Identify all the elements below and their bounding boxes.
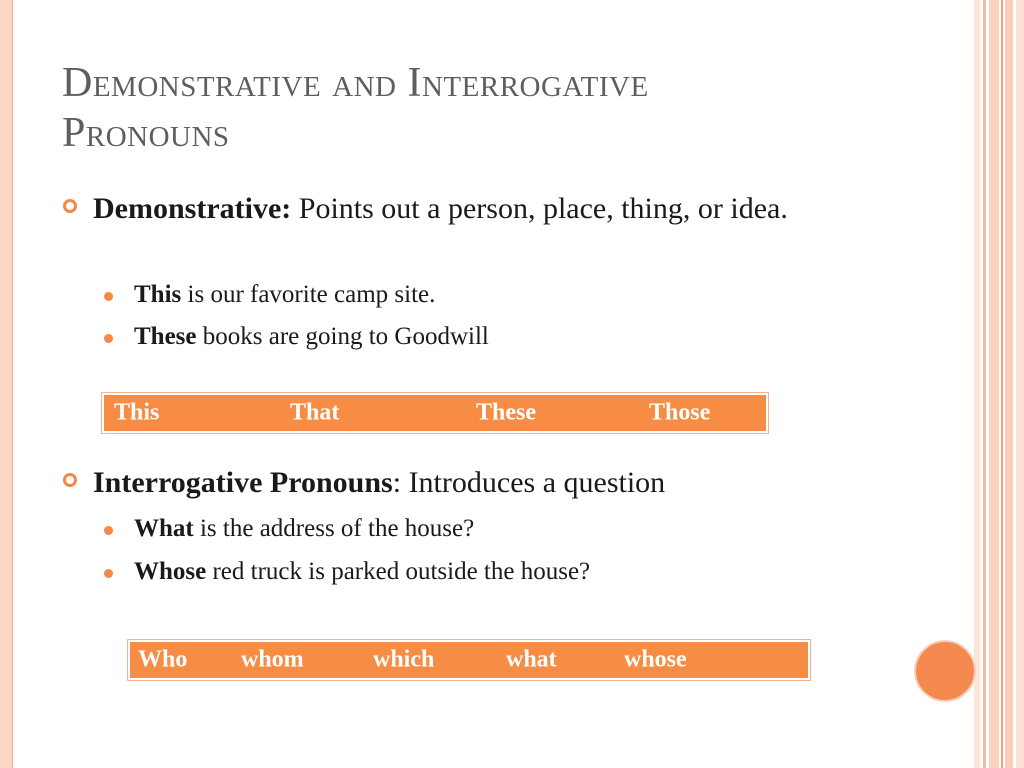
example-text: [134, 555, 590, 589]
table-cell: whom: [241, 646, 304, 673]
example-keyword: This: [134, 281, 182, 308]
table-cell: what: [506, 646, 557, 673]
decorative-circle: [914, 640, 976, 702]
example-these: [104, 320, 489, 354]
stripe: [983, 0, 986, 768]
ring-bullet-icon: [63, 199, 77, 213]
dot-bullet-icon: [104, 569, 113, 578]
bullet-interrogative: [63, 462, 833, 504]
example-text: [134, 278, 435, 312]
bullet-demonstrative: [63, 188, 833, 230]
table-cell: which: [373, 646, 435, 673]
table-cell: whose: [624, 646, 687, 673]
stripe: [1001, 0, 1003, 768]
example-rest: red truck is parked outside the house?: [206, 558, 591, 585]
left-edge-bar: [0, 0, 13, 768]
example-text: [134, 512, 474, 546]
table-cell: This: [114, 399, 160, 426]
term-demonstrative: Demonstrative:: [93, 192, 292, 225]
dot-bullet-icon: [104, 292, 113, 301]
example-keyword: What: [134, 515, 194, 542]
definition-interrogative: : Introduces a question: [392, 466, 666, 499]
table-cell: Those: [649, 399, 711, 426]
example-what: [104, 512, 474, 546]
right-decorative-stripes: [974, 0, 1024, 768]
example-rest: is our favorite camp site.: [181, 281, 436, 308]
example-rest: is the address of the house?: [193, 515, 475, 542]
bullet-text: [93, 462, 833, 504]
example-text: [134, 320, 489, 354]
slide-title: Demonstrative and Interrogative Pronouns: [62, 60, 649, 156]
example-this: [104, 278, 435, 312]
example-keyword: These: [134, 323, 197, 350]
example-whose: [104, 555, 590, 589]
stripe: [989, 0, 999, 768]
definition-demonstrative: Points out a person, place, thing, or idea.: [291, 192, 788, 225]
stripe: [1016, 0, 1024, 768]
interrogative-word-table: [128, 640, 810, 680]
example-rest: books are going to Goodwill: [196, 323, 489, 350]
table-cell: That: [290, 399, 340, 426]
stripe: [1005, 0, 1013, 768]
term-interrogative: Interrogative Pronouns: [93, 466, 393, 499]
dot-bullet-icon: [104, 526, 113, 535]
example-keyword: Whose: [134, 558, 207, 585]
stripe: [974, 0, 980, 768]
dot-bullet-icon: [104, 334, 113, 343]
bullet-text: [93, 188, 833, 230]
demonstrative-word-table: [102, 393, 768, 433]
table-cell: Who: [138, 646, 188, 673]
ring-bullet-icon: [63, 473, 77, 487]
table-cell: These: [476, 399, 536, 426]
